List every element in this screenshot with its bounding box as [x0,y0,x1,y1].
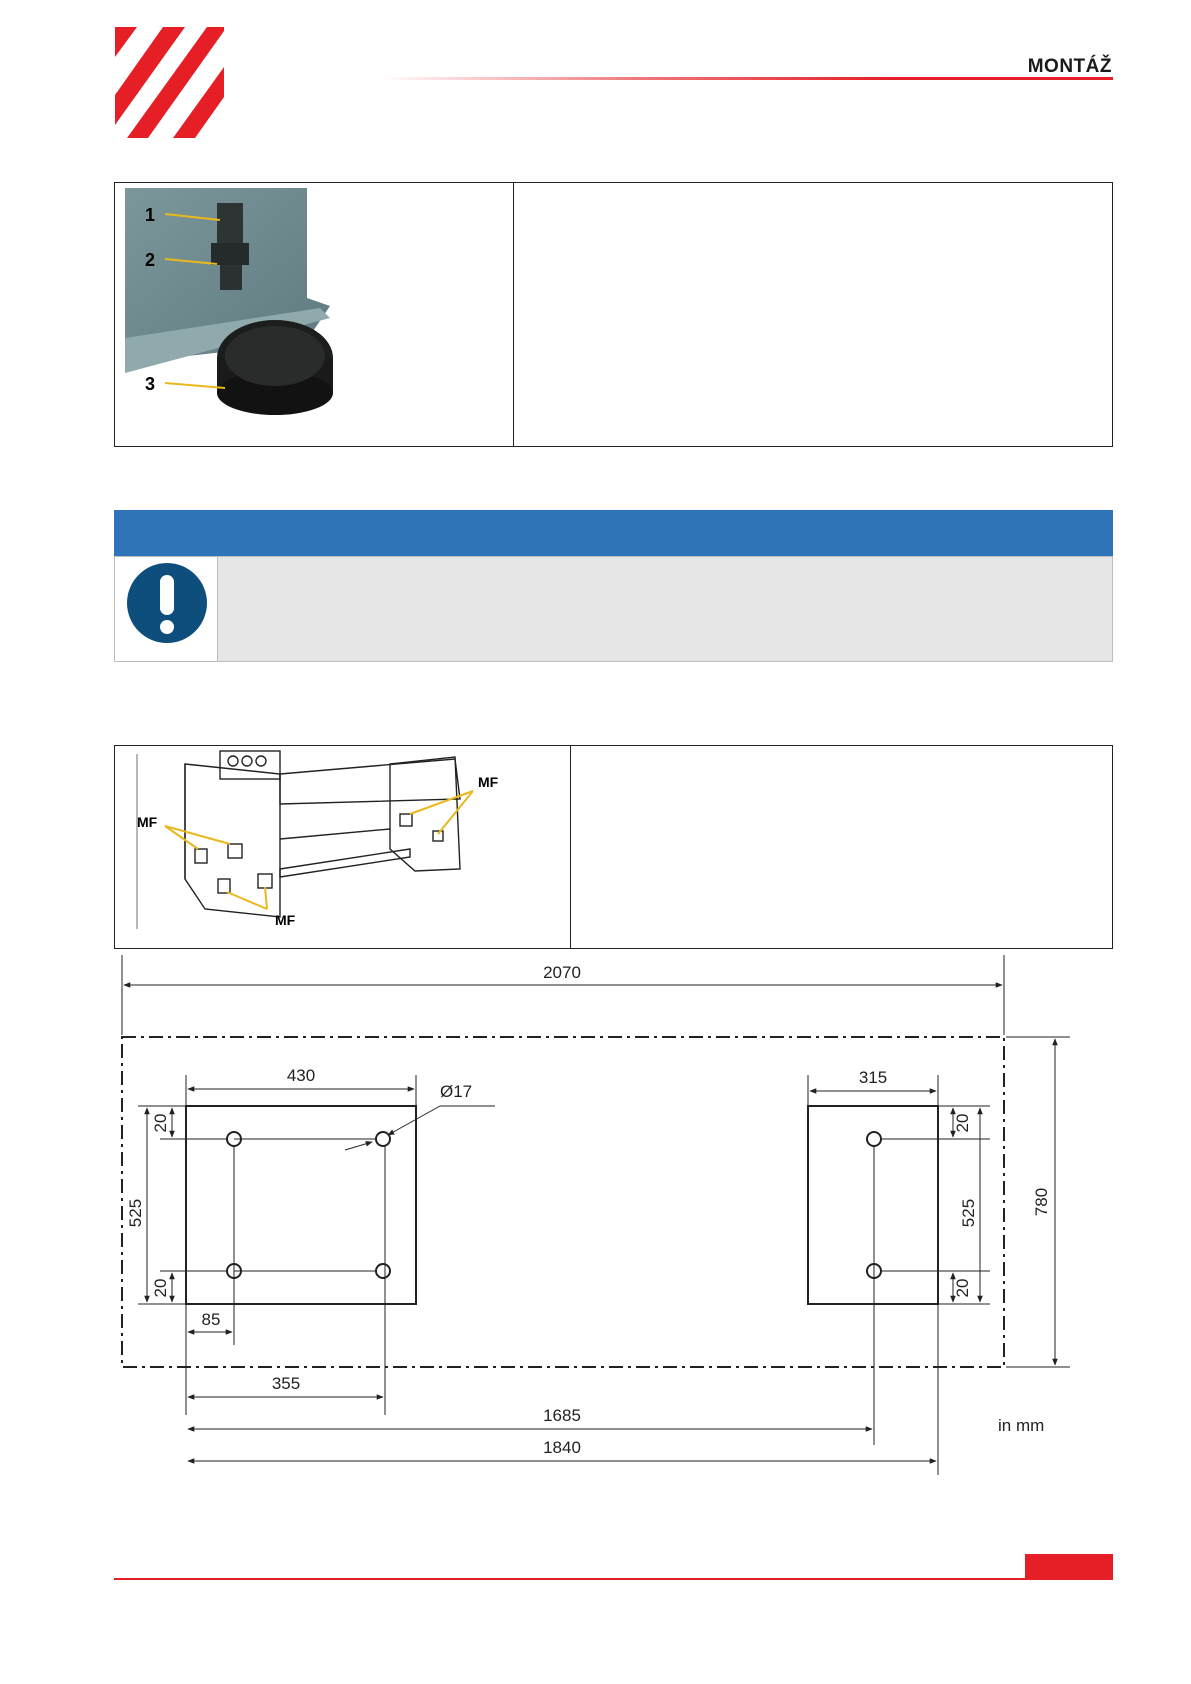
dim-right-hole-spacing-y: 525 [959,1198,978,1228]
units-label: in mm [998,1416,1045,1435]
leveling-foot-figure-box [114,182,1113,447]
footer-page-tab [1025,1554,1113,1579]
header-rule [380,77,1113,80]
dim-pad-span-total: 1840 [543,1438,581,1457]
notice-body [114,556,1113,662]
leveling-foot-photo [125,188,505,438]
callout-1: 1 [145,205,156,225]
dim-hole-diameter: Ø17 [440,1082,473,1101]
dim-left-bottom-offset: 20 [151,1278,170,1298]
footer-rule [114,1578,1113,1580]
dim-overall-width: 780 [1032,1187,1051,1217]
box-divider [513,183,514,446]
foundation-plan-drawing [110,955,1110,1475]
mf-label-left: MF [137,814,158,830]
exclamation-icon [125,561,209,645]
dim-left-pad-width: 430 [286,1066,316,1085]
callout-3: 3 [145,374,156,394]
dim-right-bottom-offset: 20 [953,1278,972,1298]
section-title: MONTÁŽ [1027,56,1112,77]
notice-block [114,510,1113,662]
company-logo-icon [115,27,224,138]
dim-hole-to-hole-total: 1685 [543,1406,581,1425]
machine-feet-figure-box [114,745,1113,949]
dim-right-pad-width: 315 [858,1068,888,1087]
callout-2: 2 [145,250,156,270]
notice-icon-cell [115,557,218,661]
notice-header-bar [114,510,1113,556]
dim-left-hole-spacing-y: 525 [126,1198,145,1228]
machine-base-sketch [125,749,565,945]
mf-label-right: MF [478,774,499,790]
dim-hole-offset-x: 85 [201,1310,221,1329]
dim-overall-length: 2070 [543,963,581,982]
mf-label-bottom: MF [275,912,296,928]
box-divider [570,746,571,948]
dim-left-top-offset: 20 [151,1113,170,1133]
dim-left-hole-spacing: 355 [271,1374,301,1393]
dim-right-top-offset: 20 [953,1113,972,1133]
